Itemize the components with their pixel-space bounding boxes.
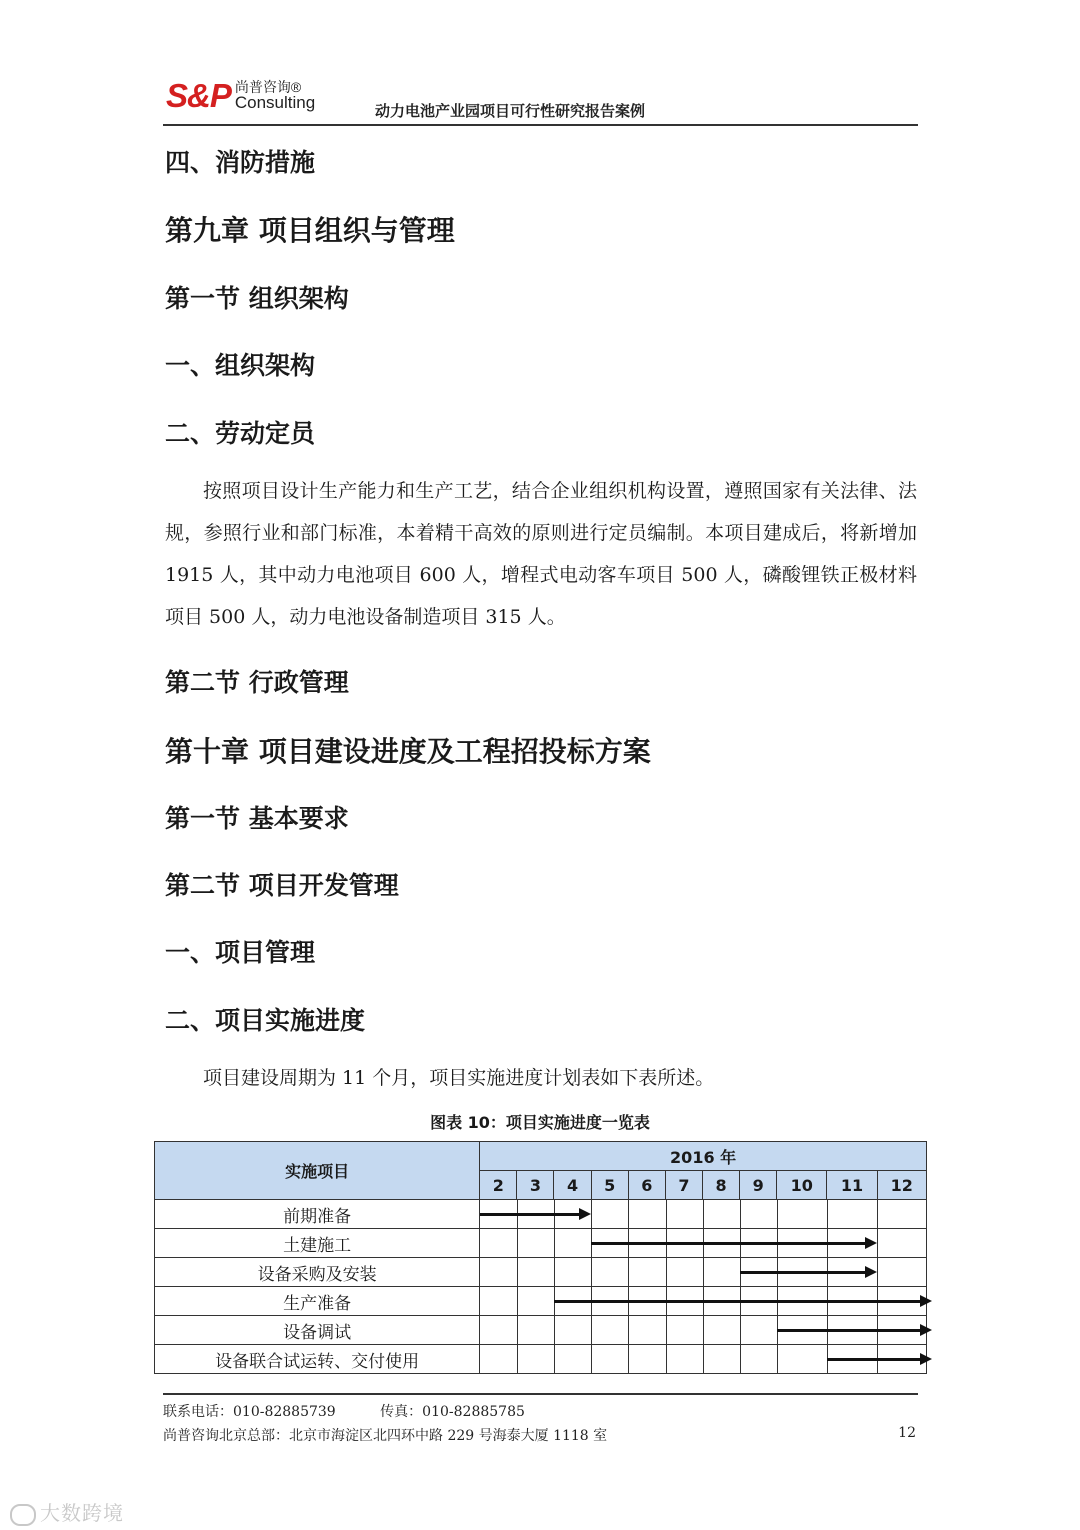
heading-chapter-10: 第十章 项目建设进度及工程招投标方案 xyxy=(165,735,651,768)
footer-address: 尚普咨询北京总部：北京市海淀区北四环中路 229 号海泰大厦 1118 室 xyxy=(163,1428,608,1444)
schedule-arrow xyxy=(480,1213,581,1216)
heading-basic-req: 第一节 基本要求 xyxy=(165,804,349,833)
grid-line xyxy=(591,1258,592,1286)
grid-line xyxy=(628,1345,629,1373)
heading-org-structure: 一、组织架构 xyxy=(165,351,316,380)
heading-dev-mgmt: 第二节 项目开发管理 xyxy=(165,871,399,900)
task-name: 土建施工 xyxy=(155,1229,480,1258)
grid-line xyxy=(591,1316,592,1344)
schedule-arrow xyxy=(827,1358,922,1361)
table-row xyxy=(155,1316,927,1345)
logo-cn: 尚普咨询® xyxy=(234,79,302,95)
paragraph-schedule-text: 项目建设周期为 11 个月，项目实施进度计划表如下表所述。 xyxy=(203,1067,715,1089)
schedule-arrow xyxy=(591,1242,866,1245)
heading-admin: 第二节 行政管理 xyxy=(165,668,349,697)
month-header: 11 xyxy=(827,1171,877,1200)
grid-line xyxy=(517,1316,518,1344)
heading-chapter-9: 第九章 项目组织与管理 xyxy=(165,214,455,247)
grid-line xyxy=(703,1200,704,1228)
task-body xyxy=(155,1200,927,1374)
watermark-text: 大数跨境 xyxy=(40,1501,124,1525)
grid-line xyxy=(777,1200,778,1228)
heading-schedule: 二、项目实施进度 xyxy=(165,1006,366,1035)
logo-en: Consulting xyxy=(234,93,316,112)
paragraph-schedule xyxy=(165,1057,917,1099)
table-row xyxy=(155,1287,927,1316)
timeline-cell xyxy=(480,1258,927,1287)
grid-line xyxy=(703,1258,704,1286)
month-header: 4 xyxy=(554,1171,591,1200)
task-name: 前期准备 xyxy=(155,1200,480,1229)
month-header: 5 xyxy=(591,1171,628,1200)
grid-line xyxy=(517,1258,518,1286)
task-header: 实施项目 xyxy=(155,1142,480,1200)
month-header: 2 xyxy=(480,1171,517,1200)
grid-line xyxy=(666,1345,667,1373)
grid-line xyxy=(877,1200,878,1228)
timeline-cell xyxy=(480,1200,927,1229)
watermark-icon xyxy=(10,1504,36,1526)
grid-line xyxy=(517,1345,518,1373)
grid-line xyxy=(740,1316,741,1344)
grid-line xyxy=(777,1345,778,1373)
grid-line xyxy=(591,1200,592,1228)
grid-line xyxy=(877,1258,878,1286)
month-header: 7 xyxy=(665,1171,702,1200)
grid-line xyxy=(666,1316,667,1344)
timeline-cell xyxy=(480,1229,927,1258)
grid-line xyxy=(517,1287,518,1315)
grid-line xyxy=(628,1200,629,1228)
month-header: 12 xyxy=(877,1171,926,1200)
paragraph-staffing-text: 按照项目设计生产能力和生产工艺，结合企业组织机构设置，遵照国家有关法律、法规，参照行业和部门标准，本着精干高效的原则进行定员编制。本项目建成后，将新增加 1915 人，其中动力电池项目 600 人，增程式电动客车项目 500 人，磷酸锂铁正极材料项目 500 人，动力电池设备制造项目 315 人。 xyxy=(165,480,917,628)
table-row xyxy=(155,1258,927,1287)
logo-mark: S&P xyxy=(166,77,231,114)
grid-line xyxy=(628,1316,629,1344)
schedule-arrow xyxy=(740,1271,867,1274)
grid-line xyxy=(666,1258,667,1286)
grid-line xyxy=(554,1258,555,1286)
page-header xyxy=(163,76,918,126)
heading-fire-measures: 四、消防措施 xyxy=(165,148,316,177)
table-caption: 图表 10：项目实施进度一览表 xyxy=(430,1113,650,1132)
grid-line xyxy=(554,1316,555,1344)
page-number: 12 xyxy=(898,1425,916,1441)
grid-line xyxy=(554,1229,555,1257)
grid-line xyxy=(827,1200,828,1228)
month-header: 9 xyxy=(740,1171,777,1200)
year-header: 2016 年 xyxy=(480,1142,927,1171)
schedule-table xyxy=(154,1141,927,1374)
table-row xyxy=(155,1345,927,1374)
schedule-arrow xyxy=(777,1329,922,1332)
grid-line xyxy=(877,1229,878,1257)
paragraph-staffing xyxy=(165,470,917,638)
heading-project-mgmt: 一、项目管理 xyxy=(165,938,316,967)
header-title: 动力电池产业园项目可行性研究报告案例 xyxy=(375,102,646,120)
table-row xyxy=(155,1229,927,1258)
task-name: 生产准备 xyxy=(155,1287,480,1316)
timeline-cell xyxy=(480,1316,927,1345)
timeline-cell xyxy=(480,1345,927,1374)
month-header: 6 xyxy=(628,1171,665,1200)
grid-line xyxy=(740,1200,741,1228)
timeline-cell xyxy=(480,1287,927,1316)
grid-line xyxy=(628,1258,629,1286)
grid-line xyxy=(740,1345,741,1373)
grid-line xyxy=(666,1200,667,1228)
schedule-arrow xyxy=(554,1300,922,1303)
grid-line xyxy=(591,1345,592,1373)
task-name: 设备采购及安装 xyxy=(155,1258,480,1287)
grid-line xyxy=(517,1229,518,1257)
task-name: 设备调试 xyxy=(155,1316,480,1345)
task-name: 设备联合试运转、交付使用 xyxy=(155,1345,480,1374)
month-header: 10 xyxy=(777,1171,827,1200)
page-footer xyxy=(163,1393,918,1445)
watermark xyxy=(10,1497,124,1526)
footer-phone: 联系电话：010-82885739 xyxy=(163,1404,336,1420)
month-header: 8 xyxy=(702,1171,739,1200)
grid-line xyxy=(703,1345,704,1373)
grid-line xyxy=(554,1345,555,1373)
company-logo xyxy=(166,78,315,114)
month-header: 3 xyxy=(517,1171,554,1200)
grid-line xyxy=(703,1316,704,1344)
footer-fax: 传真：010-82885785 xyxy=(380,1404,525,1420)
table-row xyxy=(155,1200,927,1229)
heading-staffing: 二、劳动定员 xyxy=(165,419,316,448)
heading-section-org: 第一节 组织架构 xyxy=(165,284,349,313)
